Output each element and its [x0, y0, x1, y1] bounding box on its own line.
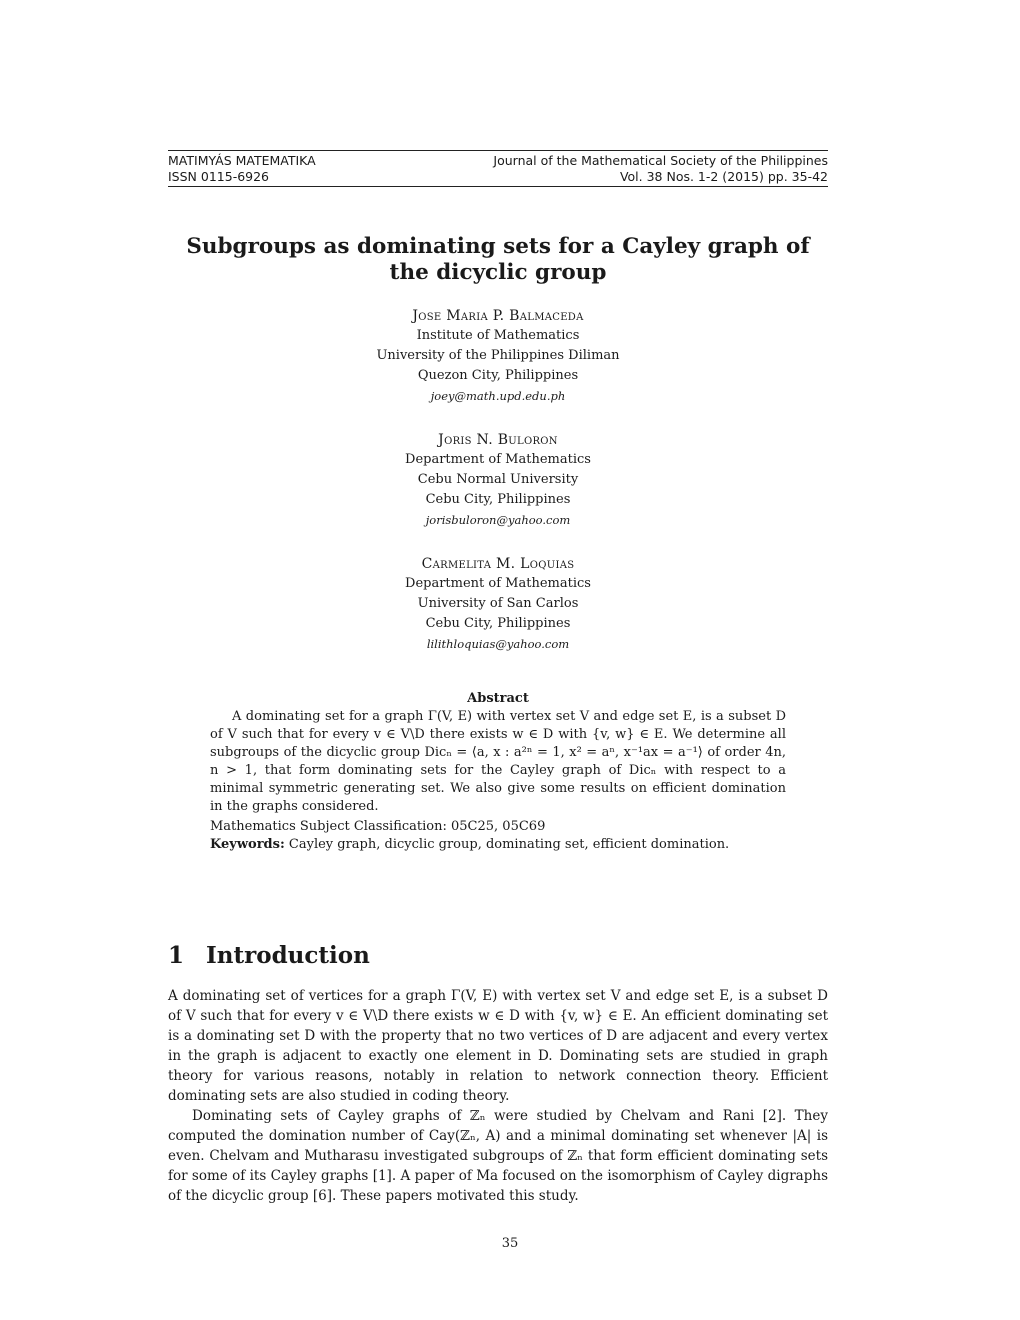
section-body — [168, 986, 828, 1206]
journal-society: Journal of the Mathematical Society of the Philippines — [493, 153, 828, 168]
author-name: Carmelita M. Loquias — [421, 556, 575, 572]
author-name: Jose Maria P. Balmaceda — [412, 308, 584, 324]
page-number: 35 — [501, 1236, 519, 1251]
author-affiliation: Institute of Mathematics — [416, 328, 580, 343]
keywords — [210, 836, 786, 854]
abstract-heading: Abstract — [467, 691, 529, 706]
author-affiliation: University of San Carlos — [417, 596, 579, 611]
msc-classification: Mathematics Subject Classification: 05C25, 05C69 — [210, 819, 546, 834]
section-title: Introduction — [206, 942, 370, 969]
issn: ISSN 0115-6926 — [168, 169, 270, 184]
author-location: Cebu City, Philippines — [425, 492, 571, 507]
author-affiliation: Department of Mathematics — [405, 452, 591, 467]
author-email[interactable]: jorisbuloron@yahoo.com — [425, 513, 571, 527]
journal-header — [168, 150, 828, 187]
section-number: 1 — [168, 942, 185, 969]
author-email[interactable]: joey@math.upd.edu.ph — [430, 389, 566, 403]
paragraph: A dominating set of vertices for a graph Γ(V, E) with vertex set V and edge set E, is a subset D of V such that for every v ∈ V\D there exists w ∈ D with {v, w} ∈ E. An efficient dominating set is a dominating set D with the property that no two vertices of D are adjacent and every vertex in the graph is adjacent to exactly one element in D. Dominating sets are studied in graph theory for various reasons, notably in relation to network connection theory. Efficient dominating sets are also studied in coding theory. — [168, 988, 828, 1104]
author-block — [168, 430, 828, 530]
section-heading — [168, 942, 370, 969]
author-location: Quezon City, Philippines — [417, 368, 579, 383]
author-location: Cebu City, Philippines — [425, 616, 571, 631]
author-block — [168, 554, 828, 654]
keywords-label: Keywords: — [210, 837, 285, 852]
author-affiliation: Department of Mathematics — [405, 576, 591, 591]
author-email[interactable]: lilithloquias@yahoo.com — [426, 637, 570, 651]
abstract-text: A dominating set for a graph Γ(V, E) with vertex set V and edge set E, is a subset D of V such that for every v ∈ V\D there exists w ∈ D with {v, w} ∈ E. We determine all subgroups of the dicyclic group Dicₙ = ⟨a, x : a²ⁿ = 1, x² = aⁿ, x⁻¹ax = a⁻¹⟩ of order 4n, n > 1, that form dominating sets for the Cayley graph of Dicₙ with respect to a minimal symmetric generating set. We also give some results on efficient domination in the graphs considered. — [210, 709, 786, 814]
author-block — [168, 306, 828, 406]
author-affiliation: University of the Philippines Diliman — [376, 348, 620, 363]
abstract — [210, 690, 786, 854]
journal-name: MATIMYÁS MATEMATIKA — [168, 153, 316, 168]
volume-info: Vol. 38 Nos. 1-2 (2015) pp. 35-42 — [619, 169, 828, 184]
author-name: Joris N. Buloron — [438, 432, 558, 448]
paragraph: Dominating sets of Cayley graphs of ℤₙ were studied by Chelvam and Rani [2]. They computed the domination number of Cay(ℤₙ, A) and a minimal dominating set whenever |A| is even. Chelvam and Mutharasu investigated subgroups of ℤₙ that form efficient dominating sets for some of its Cayley graphs [1]. A paper of Ma focused on the isomorphism of Cayley digraphs of the dicyclic group [6]. These papers motivated this study. — [168, 1108, 828, 1204]
keywords-list: Cayley graph, dicyclic group, dominating set, efficient domination. — [288, 837, 730, 852]
author-affiliation: Cebu Normal University — [417, 472, 579, 487]
paper-title: Subgroups as dominating sets for a Cayley graph of the dicyclic group — [186, 234, 810, 285]
